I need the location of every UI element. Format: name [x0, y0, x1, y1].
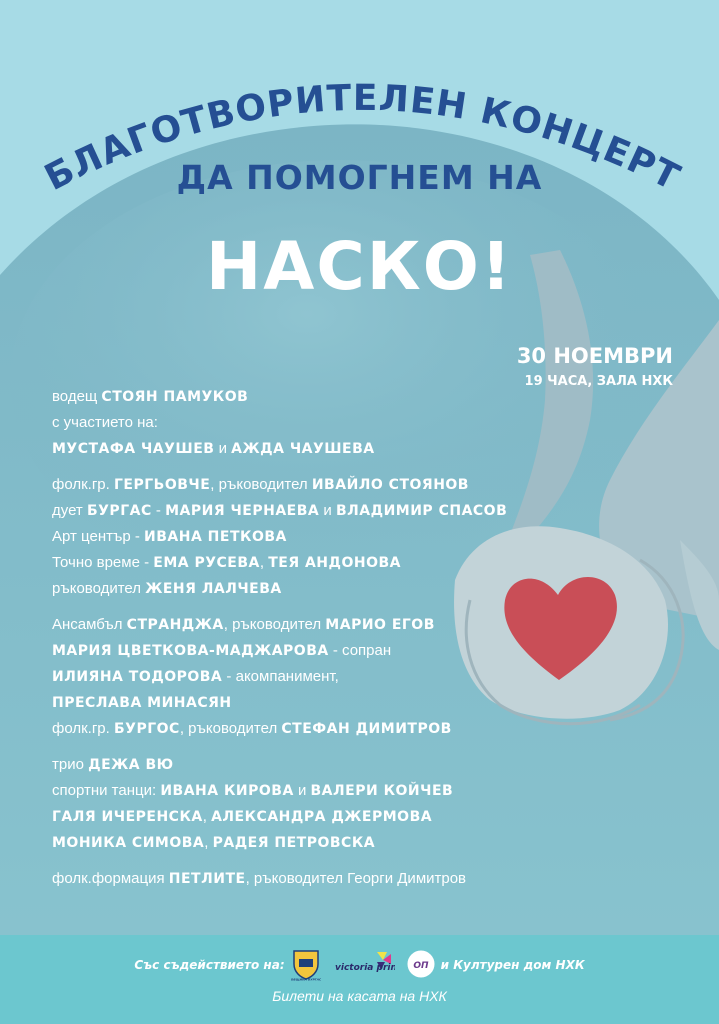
- performer-name: СТОЯН ПАМУКОВ: [101, 389, 249, 405]
- performer-name: МАРИЯ ЧЕРНАЕВА: [165, 503, 320, 519]
- line-text: трио: [52, 756, 89, 773]
- subtitle: ДА ПОМОГНЕМ НА: [176, 158, 543, 197]
- performer-name: ЖЕНЯ ЛАЛЧЕВА: [145, 581, 282, 597]
- performer-name: АЛЕКСАНДРА ДЖЕРМОВА: [211, 809, 433, 825]
- program-line: [52, 778, 507, 804]
- line-text: водещ: [52, 388, 102, 405]
- line-text: спортни танци:: [52, 782, 161, 799]
- performer-name: ВЛАДИМИР СПАСОВ: [335, 503, 508, 519]
- program-line: [52, 638, 507, 664]
- circle-logo-text: ОП: [413, 960, 429, 971]
- line-text: ,: [204, 834, 213, 851]
- circle-logo-icon: [407, 950, 435, 981]
- line-text: - сопран: [328, 642, 392, 659]
- concert-title: БЛАГОТВОРИТЕЛЕН КОНЦЕРТ: [38, 77, 687, 200]
- tickets-info: Билети на касата на НХК: [272, 988, 447, 1004]
- program-line: [52, 612, 507, 638]
- program-line: [52, 436, 507, 462]
- performer-name: РАДЕЯ ПЕТРОВСКА: [212, 835, 376, 851]
- line-text: дует: [52, 502, 87, 519]
- line-text: -: [151, 502, 166, 519]
- line-text: и: [293, 782, 311, 799]
- line-text: фолк.формация: [52, 870, 169, 887]
- performer-name: ВАЛЕРИ КОЙЧЕВ: [310, 783, 454, 799]
- performer-name: ДЕЖА ВЮ: [88, 757, 174, 773]
- line-text: Ансамбъл: [52, 616, 127, 633]
- performer-name: МУСТАФА ЧАУШЕВ: [52, 441, 215, 457]
- program-line: [52, 830, 507, 856]
- line-text: Арт център -: [52, 528, 145, 545]
- program-line: [52, 410, 507, 436]
- performer-name: ИВАЙЛО СТОЯНОВ: [311, 477, 469, 493]
- burgas-caption: ОБЩИНА БУРГАС: [290, 977, 321, 981]
- line-text: , ръководител: [223, 616, 326, 633]
- performer-name: ГАЛЯ ИЧЕРЕНСКА: [52, 809, 203, 825]
- performer-name: ПЕТЛИТЕ: [168, 871, 246, 887]
- program-list: [52, 384, 507, 892]
- event-date: 30 НОЕМВРИ: [516, 344, 673, 368]
- performer-name: БУРГОС: [114, 721, 180, 737]
- line-text: ,: [259, 554, 269, 571]
- program-line: [52, 576, 507, 602]
- program-line: [52, 472, 507, 498]
- performer-name: МОНИКА СИМОВА: [52, 835, 205, 851]
- performer-name: СТРАНДЖА: [126, 617, 224, 633]
- program-line: [52, 804, 507, 830]
- program-line: [52, 866, 507, 892]
- victoria-print-text: victoria print: [334, 962, 395, 973]
- support-label: Със съдействието на:: [134, 958, 285, 972]
- performer-name: СТЕФАН ДИМИТРОВ: [281, 721, 452, 737]
- main-title: НАСКО!: [206, 228, 513, 305]
- burgas-crest-icon: [291, 947, 321, 984]
- sponsors-row: [0, 948, 719, 982]
- performer-name: БУРГАС: [86, 503, 152, 519]
- line-text: , ръководител: [179, 720, 282, 737]
- performer-name: ИВАНА ПЕТКОВА: [144, 529, 287, 545]
- program-line: [52, 498, 507, 524]
- performer-name: ИВАНА КИРОВА: [160, 783, 294, 799]
- program-line: [52, 384, 507, 410]
- line-text: , ръководител Георги Димитров: [245, 870, 467, 887]
- program-line: [52, 524, 507, 550]
- program-line: [52, 752, 507, 778]
- program-line: [52, 690, 507, 716]
- performer-name: ГЕРГЬОВЧЕ: [114, 477, 211, 493]
- line-text: и: [214, 440, 232, 457]
- program-line: [52, 716, 507, 742]
- line-text: , ръководител: [210, 476, 312, 493]
- support-end: и Културен дом НХК: [440, 958, 585, 972]
- line-text: фолк.гр.: [52, 476, 114, 493]
- line-text: ,: [202, 808, 212, 825]
- performer-name: МАРИЯ ЦВЕТКОВА-МАДЖАРОВА: [52, 643, 329, 659]
- performer-name: ЕМА РУСЕВА: [153, 555, 260, 571]
- performer-name: ПРЕСЛАВА МИНАСЯН: [52, 695, 232, 711]
- event-date-block: [517, 344, 673, 389]
- performer-name: АЖДА ЧАУШЕВА: [231, 441, 375, 457]
- program-line: [52, 550, 507, 576]
- line-text: и: [319, 502, 336, 519]
- program-line: [52, 664, 507, 690]
- victoria-print-logo: [333, 950, 395, 981]
- performer-name: МАРИО ЕГОВ: [325, 617, 435, 633]
- event-time-place: 19 ЧАСА, ЗАЛА НХК: [524, 374, 673, 389]
- performer-name: ИЛИЯНА ТОДОРОВА: [52, 669, 223, 685]
- line-text: фолк.гр.: [52, 720, 114, 737]
- line-text: Точно време -: [52, 554, 154, 571]
- line-text: ръководител: [52, 580, 146, 597]
- line-text: - акомпанимент,: [222, 668, 339, 685]
- line-text: с участието на:: [52, 414, 158, 431]
- performer-name: ТЕЯ АНДОНОВА: [268, 555, 402, 571]
